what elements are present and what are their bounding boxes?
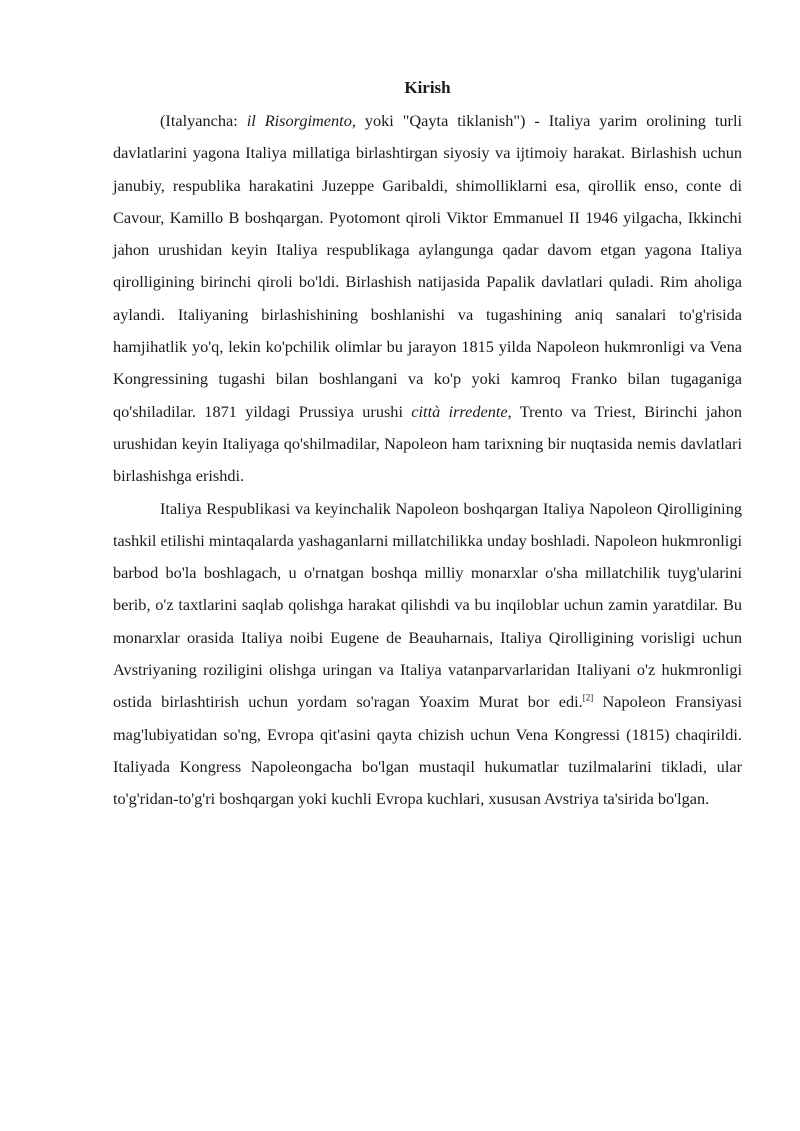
section-title: Kirish (404, 78, 451, 97)
paragraph-1 (113, 105, 742, 493)
paragraph-1-text-b: , yoki "Qayta tiklanish") - Italiya yarim orolining turli davlatlarini yagona Italiya millatiga birlashtirgan siyosiy va ijtimoiy harakat. Birlashish uchun janubiy, respublika harakatini Juzeppe Garibaldi, shimolliklarni esa, qirollik enso, conte di Cavour, Kamillo B boshqargan. Pyotomont qiroli Viktor Emmanuel II 1946 yilgacha, Ikkinchi jahon urushidan keyin Italiya respublikaga aylangunga qadar davom etgan yagona Italiya qirolligining birinchi qiroli bo'ldi. Birlashish natijasida Papalik davlatlari quladi. Rim aholiga aylandi. Italiyaning birlashishining boshlanishi va tugashining aniq sanalari to'g'risida hamjihatlik yo'q, lekin ko'pchilik olimlar bu jarayon 1815 yilda Napoleon hukmronligi va Vena Kongressining tugashi bilan boshlangani va ko'p yoki kamroq Franko bilan tugaganiga qo'shiladilar. 1871 yildagi Prussiya urushi (113, 111, 743, 421)
footnote-reference[interactable]: [2] (582, 692, 594, 703)
paragraph-1-italic-a: il Risorgimento (246, 111, 352, 130)
paragraph-1-italic-b: città irredente (411, 401, 508, 421)
paragraph-1-text-c: , Trento va Triest, Birinchi jahon urushidan keyin Italiyaga qo'shilmadilar, Napoleon ham tarixning bir nuqtasida nemis davlatlari birlashishga erishdi. (113, 401, 742, 486)
paragraph-2-text-b: Napoleon Fransiyasi mag'lubiyatidan so'ng, Evropa qit'asini qayta chizish uchun Vena Kongressi (1815) chaqirildi. Italiyada Kongress Napoleongacha bo'lgan mustaqil hukumatlar tuzilmalarini tikladi, ular to'g'ridan-to'g'ri boshqargan yoki kuchli Evropa kuchlari, xususan Avstriya ta'sirida bo'lgan. (113, 692, 742, 809)
paragraph-1-text-a: (Italyancha: (160, 111, 247, 130)
paragraph-2-text-a: Italiya Respublikasi va keyinchalik Napoleon boshqargan Italiya Napoleon Qirolligining tashkil etilishi mintaqalarda yashaganlarni millatchilikka unday boshladi. Napoleon hukmronligi barbod bo'la boshlagach, u o'rnatgan boshqa milliy monarxlar o'sha millatchilik tuyg'ularini berib, o'z taxtlarini saqlab qolishga harakat qilishdi va bu inqiloblar uchun zamin yaratdilar. Bu monarxlar orasida Italiya noibi Eugene de Beauharnais, Italiya Qirolligining vorisligi uchun Avstriyaning roziligini olishga uringan va Italiya vatanparvarlaridan Italiyani o'z hukmronligi ostida birlashtirish uchun yordam so'ragan Yoaxim Murat bor edi. (113, 498, 742, 712)
paragraph-2 (113, 493, 742, 816)
document-page (113, 75, 742, 816)
